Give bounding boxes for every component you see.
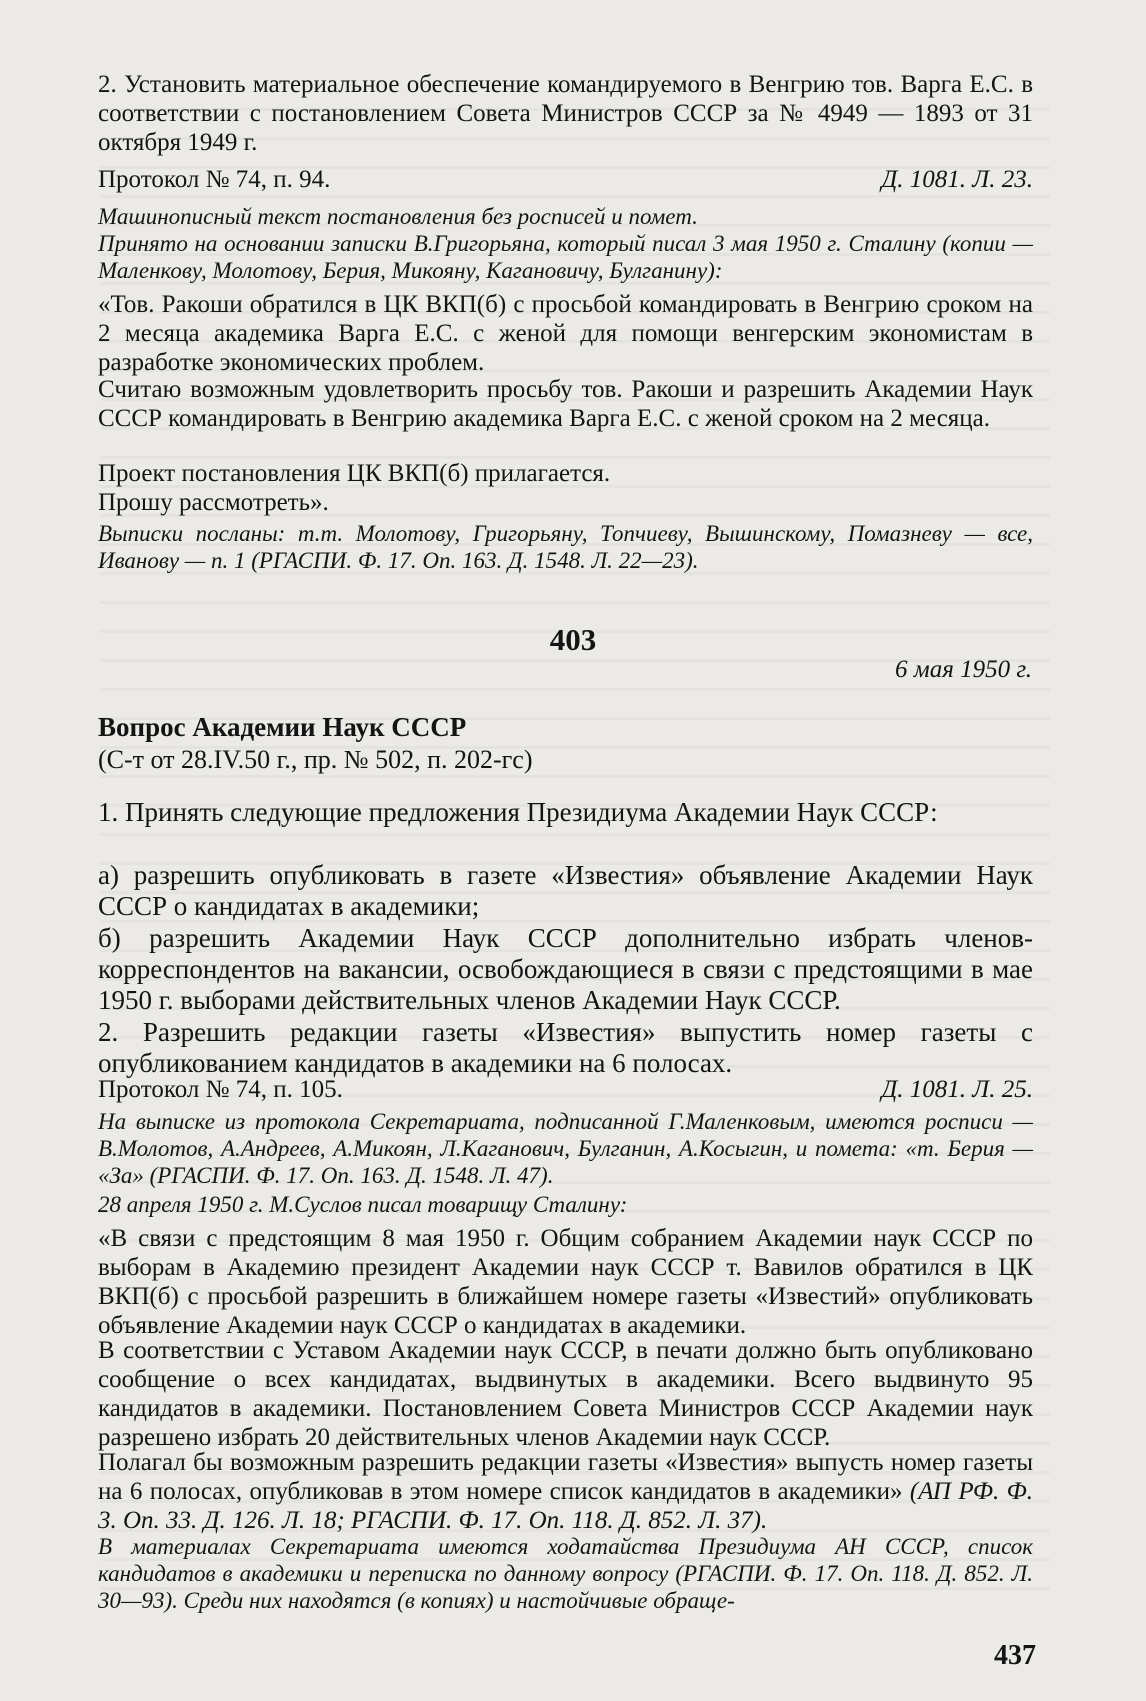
document-number: 403: [549, 622, 597, 657]
quote-approve-request: Считаю возможным удовлетворить просьбу тов. Ракоши и разрешить Академии Наук СССР командировать в Венгрию академика Варга Е.С. с женой сроком на 2 месяца.: [98, 376, 1033, 432]
paragraph-accept-proposals: 1. Принять следующие предложения Президиума Академии Наук СССР:: [98, 797, 938, 827]
quote-suslov-proposal: [98, 1448, 1033, 1535]
note-typescript: Машинописный текст постановления без росписей и помет.: [98, 204, 698, 229]
protocol-number: Протокол № 74, п. 94.: [98, 166, 331, 193]
protocol-number: Протокол № 74, п. 105.: [98, 1076, 343, 1103]
note-secretariat-materials: В материалах Секретариата имеются ходатайства Президиума АН СССР, список кандидатов в академики и переписка по данному вопросу (РГАСПИ. Ф. 17. Оп. 118. Д. 852. Л. 30—93). Среди них находятся (в копиях) и настойчивые обраще-: [98, 1534, 1033, 1613]
page-number: 437: [994, 1640, 1036, 1671]
paragraph-item-a: а) разрешить опубликовать в газете «Известия» объявление Академии Наук СССР о кандидатах в академики;: [98, 860, 1033, 921]
note-copies-sent: Выписки посланы: т.т. Молотову, Григорьяну, Топчиеву, Вышинскому, Помазневу — все, Иванову — п. 1 (РГАСПИ. Ф. 17. Оп. 163. Д. 1548. Л. 22—23).: [98, 521, 1033, 573]
quote-charter-requirement: В соответствии с Уставом Академии наук СССР, в печати должно быть опубликовано сообщение о всех кандидатах, выдвинутых в академики. Всего выдвинуто 95 кандидатов в академики. Постановлением Совета Министров СССР Академии наук разрешено избрать 20 действительных членов Академии наук СССР.: [98, 1337, 1033, 1451]
note-suslov-letter: 28 апреля 1950 г. М.Суслов писал товарищу Сталину:: [98, 1192, 628, 1217]
quote-rakoshi-request: «Тов. Ракоши обратился в ЦК ВКП(б) с просьбой командировать в Венгрию сроком на 2 месяца академика Варга Е.С. с женой для помощи венгерским экономистам в разработке экономических проблем.: [98, 291, 1033, 376]
note-grigoryan-memo: Принято на основании записки В.Григорьяна, который писал 3 мая 1950 г. Сталину (копии — Маленкову, Молотову, Берия, Микояну, Кагановичу, Булганину):: [98, 231, 1033, 283]
protocol-line-105: [98, 1075, 1033, 1104]
quote-vavilov-request: «В связи с предстоящим 8 мая 1950 г. Общим собранием Академии наук СССР по выборам в Академию президент Академии наук СССР т. Вавилов обратился в ЦК ВКП(б) с просьбой разрешить в ближайшем номере газеты «Известий» опубликовать объявление Академии наук СССР о кандидатах в академики.: [98, 1225, 1033, 1339]
document-title: Вопрос Академии Наук СССР: [98, 712, 467, 742]
document-date: 6 мая 1950 г.: [895, 656, 1032, 683]
note-extract-signatures: На выписке из протокола Секретариата, подписанной Г.Маленковым, имеются росписи — В.Молотов, А.Андреев, А.Микоян, Л.Каганович, Булганин, А.Косыгин, и помета: «т. Берия — «За» (РГАСПИ. Ф. 17. Оп. 163. Д. 1548. Л. 47).: [98, 1109, 1033, 1188]
archive-reference: (АП РФ. Ф. 3. Оп. 33. Д. 126. Л. 18; РГАСПИ. Ф. 17. Оп. 118. Д. 852. Л. 37).: [98, 1478, 1034, 1534]
quote-please-review: Прошу рассмотреть».: [98, 489, 329, 516]
protocol-line-94: [98, 165, 1033, 194]
paragraph-izvestia-issue: 2. Разрешить редакции газеты «Известия» выпустить номер газеты с опубликованием кандидатов в академики на 6 полосах.: [98, 1017, 1033, 1078]
paragraph-material-support: 2. Установить материальное обеспечение командируемого в Венгрию тов. Варга Е.С. в соответствии с постановлением Совета Министров СССР за № 4949 — 1893 от 31 октября 1949 г.: [98, 71, 1033, 156]
archive-reference: Д. 1081. Л. 25.: [881, 1076, 1033, 1103]
quote-draft-attached: Проект постановления ЦК ВКП(б) прилагается.: [98, 460, 611, 487]
paragraph-item-b: б) разрешить Академии Наук СССР дополнительно избрать членов-корреспондентов на вакансии, освобождающиеся в связи с предстоящими в мае 1950 г. выборами действительных членов Академии Наук СССР.: [98, 923, 1033, 1015]
archive-reference: Д. 1081. Л. 23.: [881, 166, 1033, 193]
secretariat-reference: (С-т от 28.IV.50 г., пр. № 502, п. 202-гс): [98, 745, 533, 774]
quote-text: Полагал бы возможным разрешить редакции газеты «Известия» выпусть номер газеты на 6 полосах, опубликовав в этом номере список кандидатов в академики»: [98, 1449, 1033, 1505]
